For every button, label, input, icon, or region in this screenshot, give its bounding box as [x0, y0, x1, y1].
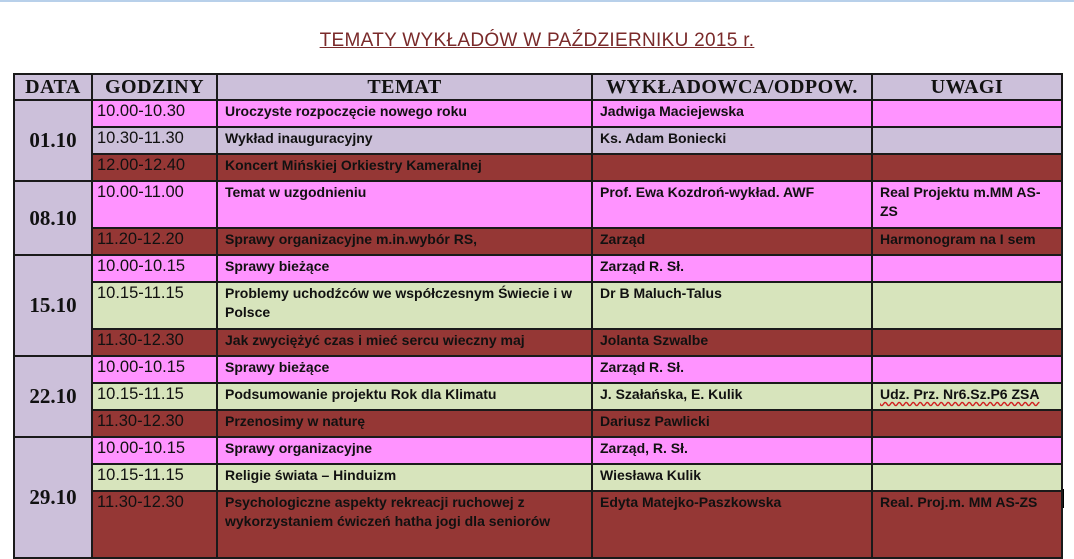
time-cell: 10.15-11.15	[92, 383, 217, 410]
time-cell: 10.00-10.15	[92, 437, 217, 464]
topic-cell: Przenosimy w naturę	[217, 410, 592, 437]
table-row	[14, 127, 1062, 154]
topic-cell: Temat w uzgodnieniu	[217, 181, 592, 228]
notes-cell	[872, 383, 1062, 410]
lecturer-cell: Dariusz Pawlicki	[592, 410, 872, 437]
topic-cell: Koncert Mińskiej Orkiestry Kameralnej	[217, 154, 592, 181]
time-cell: 11.30-12.30	[92, 491, 217, 558]
notes-cell	[872, 410, 1062, 437]
topic-cell: Podsumowanie projektu Rok dla Klimatu	[217, 383, 592, 410]
time-cell: 10.00-10.15	[92, 356, 217, 383]
header-topic: TEMAT	[217, 74, 592, 100]
header-hours: GODZINY	[92, 74, 217, 100]
table-row	[14, 100, 1062, 127]
topic-cell: Problemy uchodźców we współczesnym Świecie i w Polsce	[217, 282, 592, 329]
notes-cell	[872, 255, 1062, 282]
time-cell: 10.00-10.15	[92, 255, 217, 282]
topic-cell: Sprawy bieżące	[217, 255, 592, 282]
topic-cell: Psychologiczne aspekty rekreacji ruchowej z wykorzystaniem ćwiczeń hatha jogi dla seniorów	[217, 491, 592, 558]
lecturer-cell: Zarząd R. Sł.	[592, 356, 872, 383]
time-cell: 12.00-12.40	[92, 154, 217, 181]
lecturer-cell	[592, 154, 872, 181]
table-row	[14, 154, 1062, 181]
table-row	[14, 464, 1062, 491]
date-cell: 29.10	[14, 437, 92, 558]
notes-cell: Real. Proj.m. MM AS-ZS	[872, 491, 1062, 558]
time-cell: 11.20-12.20	[92, 228, 217, 255]
table-row	[14, 255, 1062, 282]
text-cursor	[1063, 489, 1064, 508]
table-row	[14, 181, 1062, 228]
time-cell: 10.00-11.00	[92, 181, 217, 228]
topic-cell: Jak zwyciężyć czas i mieć sercu wieczny maj	[217, 329, 592, 356]
date-cell: 01.10	[14, 100, 92, 181]
notes-cell	[872, 154, 1062, 181]
time-cell: 10.30-11.30	[92, 127, 217, 154]
table-row	[14, 282, 1062, 329]
topic-cell: Uroczyste rozpoczęcie nowego roku	[217, 100, 592, 127]
lecturer-cell: Dr B Maluch-Talus	[592, 282, 872, 329]
top-border-line	[0, 0, 1074, 2]
lecturer-cell: Jolanta Szwalbe	[592, 329, 872, 356]
lecturer-cell: Prof. Ewa Kozdroń-wykład. AWF	[592, 181, 872, 228]
table-row	[14, 329, 1062, 356]
table-row	[14, 437, 1062, 464]
time-cell: 10.00-10.30	[92, 100, 217, 127]
header-row	[14, 74, 1062, 100]
time-cell: 10.15-11.15	[92, 282, 217, 329]
header-lecturer: WYKŁADOWCA/ODPOW.	[592, 74, 872, 100]
notes-cell	[872, 437, 1062, 464]
lecturer-cell: Zarząd	[592, 228, 872, 255]
notes-cell	[872, 356, 1062, 383]
header-notes: UWAGI	[872, 74, 1062, 100]
topic-cell: Sprawy organizacyjne	[217, 437, 592, 464]
notes-cell	[872, 329, 1062, 356]
notes-cell	[872, 127, 1062, 154]
table-row	[14, 228, 1062, 255]
date-cell: 08.10	[14, 181, 92, 255]
lecturer-cell: Edyta Matejko-Paszkowska	[592, 491, 872, 558]
topic-cell: Religie świata – Hinduizm	[217, 464, 592, 491]
date-cell: 22.10	[14, 356, 92, 437]
lecturer-cell: J. Szałańska, E. Kulik	[592, 383, 872, 410]
lecturer-cell: Jadwiga Maciejewska	[592, 100, 872, 127]
topic-cell: Wykład inauguracyjny	[217, 127, 592, 154]
notes-text: Udz. Prz. Nr6.Sz.P6 ZSA	[880, 386, 1040, 402]
lecturer-cell: Ks. Adam Boniecki	[592, 127, 872, 154]
notes-cell	[872, 100, 1062, 127]
header-date: DATA	[14, 74, 92, 100]
table-row	[14, 383, 1062, 410]
notes-cell: Harmonogram na I sem	[872, 228, 1062, 255]
lecturer-cell: Zarząd R. Sł.	[592, 255, 872, 282]
document-title: TEMATY WYKŁADÓW W PAŹDZIERNIKU 2015 r.	[319, 30, 755, 51]
table-row	[14, 491, 1062, 558]
lecturer-cell: Zarząd, R. Sł.	[592, 437, 872, 464]
table-row	[14, 356, 1062, 383]
date-cell: 15.10	[14, 255, 92, 356]
time-cell: 10.15-11.15	[92, 464, 217, 491]
table-row	[14, 410, 1062, 437]
lecture-schedule-table	[13, 73, 1063, 559]
time-cell: 11.30-12.30	[92, 410, 217, 437]
lecturer-cell: Wiesława Kulik	[592, 464, 872, 491]
notes-cell	[872, 464, 1062, 491]
topic-cell: Sprawy bieżące	[217, 356, 592, 383]
notes-cell	[872, 282, 1062, 329]
notes-cell: Real Projektu m.MM AS-ZS	[872, 181, 1062, 228]
topic-cell: Sprawy organizacyjne m.in.wybór RS,	[217, 228, 592, 255]
time-cell: 11.30-12.30	[92, 329, 217, 356]
